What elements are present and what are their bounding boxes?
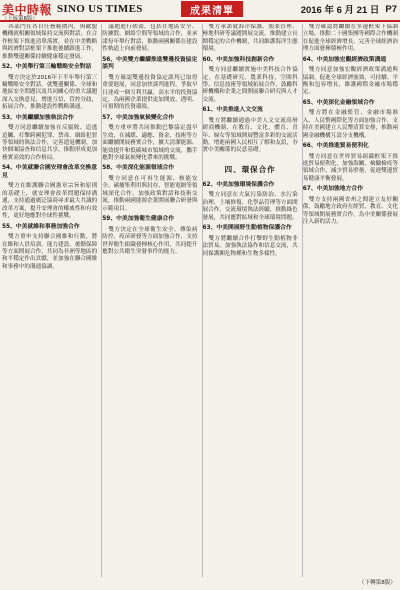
paragraph: 雙方承諾就海洋保護、漁業管理、極地科研等議題開展交流，推動建立長期穩定的合作機制，共同維護海洋生態環境。 xyxy=(202,24,298,53)
paragraph: 雙方決定於2016年下半年舉行第三輪戰略安全對話，就雙邊關係、全球和地區安全問題以及共同關心的重大議題深入交換意見，增進互信，管控分歧，拓展合作，推動建設性戰略溝通。 xyxy=(2,74,98,111)
paragraph: 雙方將繼續合作打擊野生動植物非法貿易，加強執法協作和信息交流，共同保護瀕危物種和生物多樣性。 xyxy=(202,235,298,257)
issue-date: 2016 年 6 月 21 日 xyxy=(300,5,380,16)
item-heading: 61、中美推進人文交流 xyxy=(202,107,263,114)
item-heading: 65、中美深化金融領域合作 xyxy=(302,99,375,106)
item-heading: 54、中美就聯合國安理會改革交換意見 xyxy=(2,165,98,179)
paragraph: 雙方支持兩國省州之間建立友好關係，鼓勵地方政府在經貿、教育、文化等領域開展務實合作，為中美關係發展注入新的活力。 xyxy=(302,196,398,226)
paragraph: 雙方同意加強宏觀經濟政策溝通與協調，促進全球經濟強勁、可持續、平衡和包容增長，維護國際金融市場穩定。 xyxy=(302,67,398,96)
text-column xyxy=(2,24,97,577)
paragraph: 雙方將在金融監管、金融市場准入、人民幣國際化等方面加強合作，支持在美國建立人民幣清算安排，推動兩國金融機構互設分支機構。 xyxy=(302,110,398,139)
issue-info xyxy=(301,0,397,18)
item-heading: 62、中美加強環境保護合作 xyxy=(202,181,275,188)
item-heading: 55、中美就維和事務加強合作 xyxy=(2,223,80,230)
text-column xyxy=(101,24,197,577)
paragraph: 雙方重申將共同推動巴黎協定盡早生效，在減緩、適應、資金、技術等方面繼續開展務實合作，擴大清潔能源、能效提升和低碳城市領域的交流，攜手應對全球氣候變化帶來的挑戰。 xyxy=(102,125,198,162)
text-column xyxy=(302,24,398,577)
item-heading: 66、中美推進貿易便利化 xyxy=(302,143,369,150)
paragraph: 雙方同意在可再生能源、核能安全、碳捕集利用與封存、智能電網等領域深化合作，加強政策對話和技術交流，推動兩國能源企業開展聯合研發與示範項目。 xyxy=(102,176,198,212)
section-label: 成果清單 xyxy=(181,1,243,17)
item-heading: 58、中美深化能源領域合作 xyxy=(102,165,175,172)
paragraph: 雙方確認雙邊投資協定談判已取得重要進展，同意加快談判進程，爭取早日達成一個互利共贏、高水平的投資協定，為兩國企業提供更加開放、透明、可預期的投資環境。 xyxy=(102,74,198,111)
continued-from-note: （上接第6版） xyxy=(2,16,38,22)
newspaper-name-english: SINO US TIMES xyxy=(57,3,143,15)
paragraph: 議題進行磋商，包括在地區安全、防擴散、網絡空間等領域的合作，並承諾每年舉行對話，推動兩國關係在建設性軌道上向前發展。 xyxy=(102,24,198,53)
paragraph: 雙方決定在全球衛生安全、傳染病防控、疫苗研發等方面加強合作，支持世界衛生組織發揮核心作用，共同提升應對公共衛生突發事件的能力。 xyxy=(102,226,198,255)
paragraph: 雙方同意在世界貿易組織框架下推進貿易便利化，加強海關、檢驗檢疫等領域合作，減少貿易壁壘，促進雙邊貿易健康平衡發展。 xyxy=(302,153,398,182)
paragraph: 雙方重申支持聯合國維和行動，將在維和人員培訓、能力建設、後勤保障等方面開展合作，共同為非洲等地區的和平穩定作出貢獻，並加強在聯合國維和事務中的溝通協調。 xyxy=(2,234,98,270)
paragraph: 各部門在各自任務範圍內，與歐盟機構就相關領域保持交流與對話，在合作框架下推進清單落實，並在中美戰略與經濟對話框架下推進後續跟進工作，推動雙邊關係持續健康穩定發展。 xyxy=(2,24,98,60)
paragraph: 雙方確認將繼續在多邊框架下協調立場，推動二十國集團等國際合作機制在促進全球經濟增長、完善全球經濟治理方面發揮積極作用。 xyxy=(302,24,398,53)
item-heading: 57、中美加強氣候變化合作 xyxy=(102,114,175,121)
continued-on-note: （下轉第8版） xyxy=(358,580,396,586)
paragraph: 雙方同意在大氣污染防治、水污染治理、土壤修復、化學品管理等方面開展合作，交流環境執法經驗，推動綠色發展，共同應對區域和全球環境問題。 xyxy=(202,192,298,221)
paragraph: 雙方將繼續通過中美人文交流高層磋商機制，在教育、文化、體育、青年、婦女等領域開展豐富多彩的交流活動，增進兩國人民相互了解和友誼，夯實中美關係的民意基礎。 xyxy=(202,117,298,154)
paragraph: 雙方同意繼續加強在反腐敗、追逃追贓、打擊跨國犯罪、禁毒、網絡犯罪等領域的執法合作，完善遣返機制，加快個案協查和信息共享，推動形成更加務實高效的合作格局。 xyxy=(2,125,98,161)
item-heading: 52、中美舉行第三輪戰略安全對話 xyxy=(2,64,92,71)
item-heading: 56、中美雙方繼續推進雙邊投資協定談判 xyxy=(102,56,198,71)
paragraph: 雙方同意繼續實施中美科技合作協定，在基礎研究、農業科技、空間科學、信息技術等領域拓展合作，鼓勵科研機構和企業之間開展聯合研究與人才交流。 xyxy=(202,67,298,103)
item-heading: 60、中美加強科技創新合作 xyxy=(202,56,275,63)
paragraph: 雙方在維護聯合國憲章宗旨和原則的基礎上，就安理會改革問題保持溝通，支持通過廣泛協商尋求最大共識的改革方案，提升安理會的權威性和有效性，更好地應對全球性挑戰。 xyxy=(2,183,98,220)
masthead xyxy=(0,0,400,22)
article-columns xyxy=(2,24,398,577)
item-heading: 64、中美加強宏觀經濟政策溝通 xyxy=(302,56,387,63)
newspaper-name-chinese: 美中時報 xyxy=(2,2,53,17)
section-heading: 四、環保合作 xyxy=(224,164,276,174)
item-heading: 63、中美開展野生動植物保護合作 xyxy=(202,225,292,232)
text-column xyxy=(202,24,298,577)
item-heading: 67、中美加強地方合作 xyxy=(302,186,363,193)
item-heading: 53、中美繼續加強執法合作 xyxy=(2,114,74,121)
item-heading: 59、中美加強衛生健康合作 xyxy=(102,216,175,223)
page-number: P7 xyxy=(385,3,397,15)
